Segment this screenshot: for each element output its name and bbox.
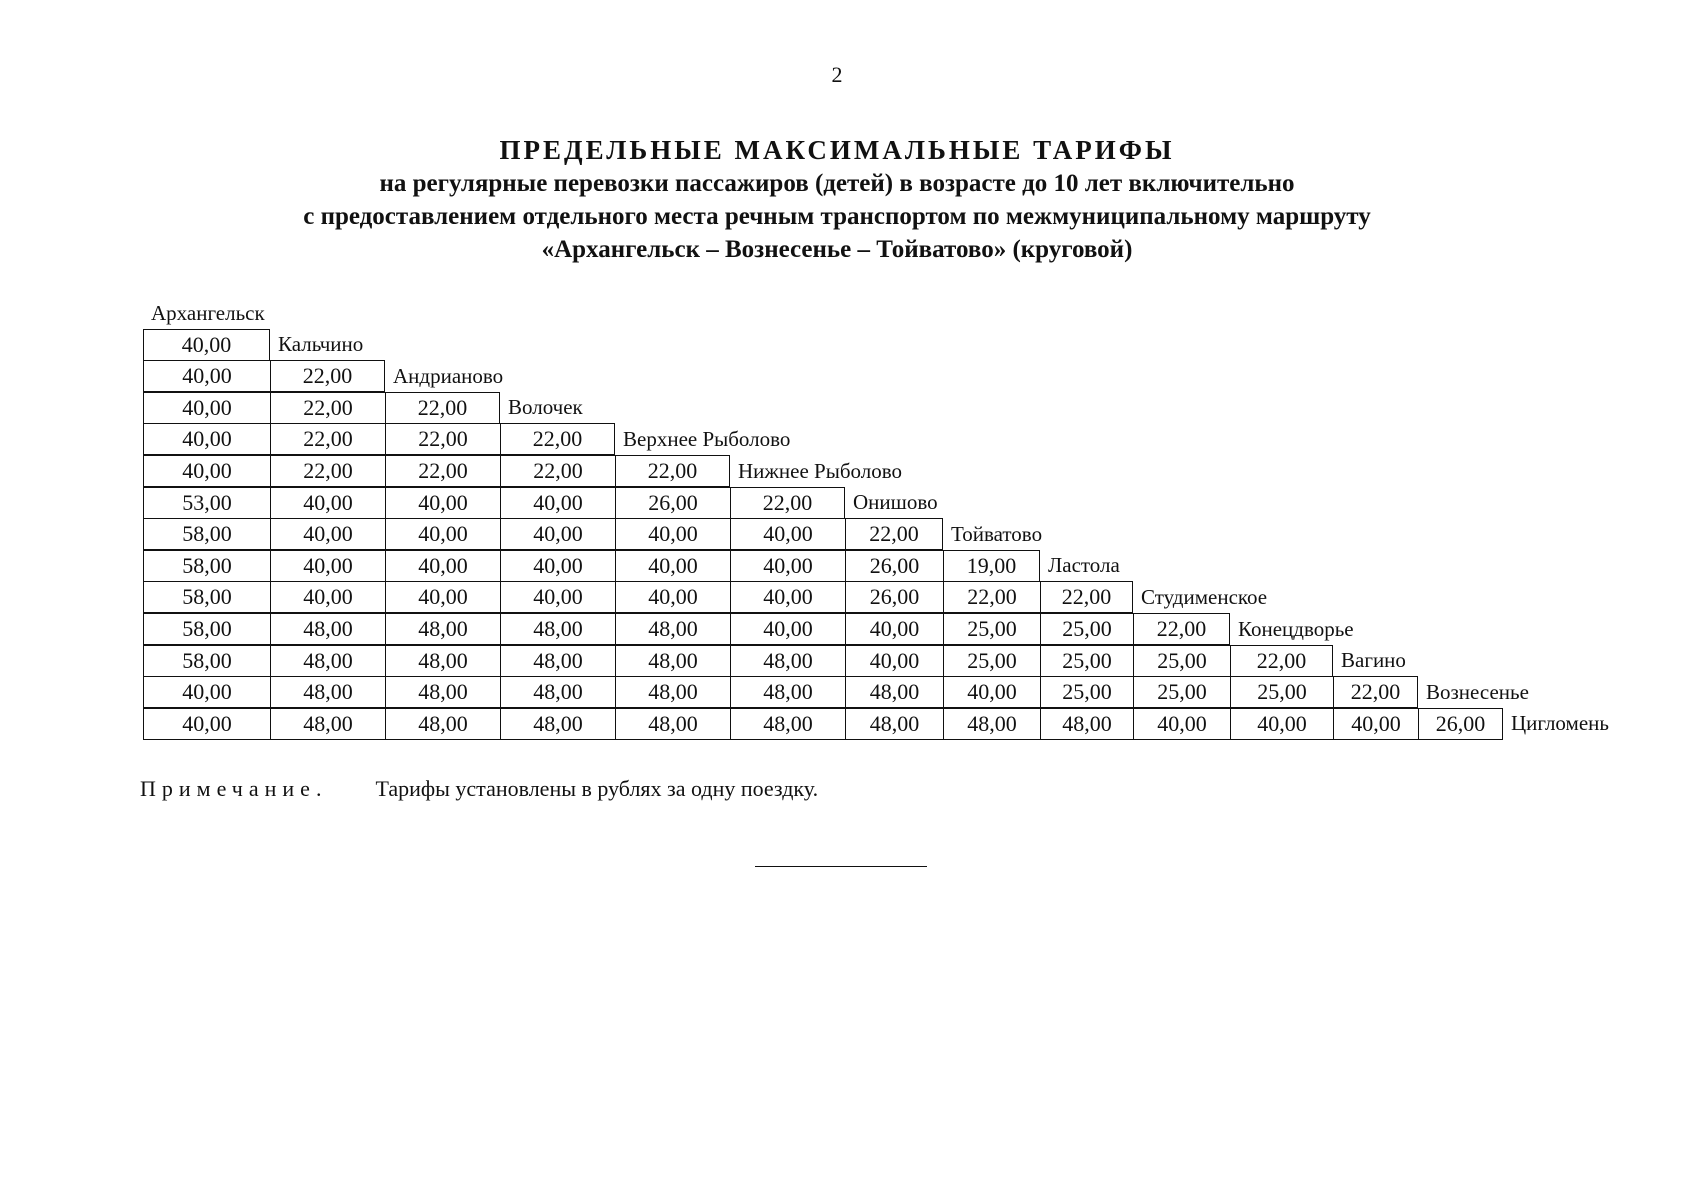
note-label: Примечание. — [140, 776, 328, 801]
fare-cell: 26,00 — [615, 487, 730, 519]
fare-cell: 48,00 — [730, 708, 845, 740]
fare-cell: 25,00 — [943, 645, 1040, 677]
fare-cell: 58,00 — [143, 518, 270, 550]
title-line-2: на регулярные перевозки пассажиров (детей) в возрасте до 10 лет включительно — [379, 170, 1295, 197]
fare-cell: 25,00 — [943, 613, 1040, 645]
fare-cell: 48,00 — [270, 613, 385, 645]
fare-cell: 48,00 — [730, 676, 845, 708]
fare-cell: 25,00 — [1040, 613, 1133, 645]
fare-cell: 26,00 — [845, 581, 943, 613]
fare-cell: 26,00 — [845, 550, 943, 582]
station-label: Онишово — [853, 490, 938, 515]
fare-cell: 48,00 — [1040, 708, 1133, 740]
fare-cell: 40,00 — [730, 518, 845, 550]
fare-cell: 25,00 — [1230, 676, 1333, 708]
fare-cell: 22,00 — [385, 423, 500, 455]
fare-cell: 48,00 — [845, 676, 943, 708]
fare-cell: 25,00 — [1040, 645, 1133, 677]
fare-cell: 40,00 — [143, 708, 270, 740]
fare-cell: 48,00 — [845, 708, 943, 740]
fare-cell: 48,00 — [270, 676, 385, 708]
fare-cell: 58,00 — [143, 645, 270, 677]
page-number: 2 — [831, 62, 843, 87]
title-main: ПРЕДЕЛЬНЫЕ МАКСИМАЛЬНЫЕ ТАРИФЫ — [499, 135, 1175, 165]
fare-cell: 22,00 — [500, 455, 615, 487]
fare-cell: 22,00 — [385, 392, 500, 424]
fare-cell: 40,00 — [143, 392, 270, 424]
fare-cell: 48,00 — [615, 645, 730, 677]
fare-cell: 40,00 — [270, 518, 385, 550]
fare-cell: 48,00 — [500, 613, 615, 645]
fare-cell: 22,00 — [270, 423, 385, 455]
fare-cell: 40,00 — [615, 518, 730, 550]
fare-cell: 40,00 — [730, 550, 845, 582]
note-text: Тарифы установлены в рублях за одну поездку. — [375, 776, 819, 801]
station-label: Конецдворье — [1238, 616, 1354, 641]
fare-cell: 40,00 — [845, 645, 943, 677]
fare-cell: 40,00 — [143, 423, 270, 455]
fare-cell: 19,00 — [943, 550, 1040, 582]
station-label: Студименское — [1141, 584, 1268, 609]
fare-cell: 22,00 — [270, 360, 385, 392]
fare-cell: 40,00 — [270, 581, 385, 613]
fare-cell: 22,00 — [943, 581, 1040, 613]
fare-cell: 48,00 — [385, 645, 500, 677]
fare-cell: 48,00 — [500, 645, 615, 677]
fare-cell: 40,00 — [500, 518, 615, 550]
fare-cell: 48,00 — [500, 708, 615, 740]
station-label: Ластола — [1048, 553, 1120, 578]
fare-cell: 40,00 — [845, 613, 943, 645]
station-label: Волочек — [508, 395, 583, 420]
station-label: Кальчино — [278, 332, 364, 357]
station-label: Андрианово — [393, 363, 504, 388]
fare-cell: 25,00 — [1040, 676, 1133, 708]
station-label: Тойватово — [951, 521, 1043, 546]
fare-cell: 40,00 — [385, 487, 500, 519]
fare-cell: 40,00 — [615, 581, 730, 613]
fare-cell: 22,00 — [385, 455, 500, 487]
fare-cell: 40,00 — [143, 455, 270, 487]
fare-cell: 25,00 — [1133, 645, 1230, 677]
title-line-4: «Архангельск – Вознесенье – Тойватово» (круговой) — [541, 236, 1133, 263]
station-label: Нижнее Рыболово — [738, 458, 902, 483]
fare-cell: 40,00 — [143, 676, 270, 708]
fare-cell: 53,00 — [143, 487, 270, 519]
fare-cell: 40,00 — [270, 550, 385, 582]
fare-cell: 40,00 — [385, 550, 500, 582]
fare-cell: 48,00 — [385, 613, 500, 645]
fare-cell: 22,00 — [845, 518, 943, 550]
fare-cell: 26,00 — [1418, 708, 1503, 740]
fare-cell: 22,00 — [615, 455, 730, 487]
fare-cell: 40,00 — [730, 581, 845, 613]
fare-cell: 48,00 — [385, 676, 500, 708]
fare-cell: 22,00 — [270, 392, 385, 424]
fare-cell: 48,00 — [615, 676, 730, 708]
fare-cell: 48,00 — [615, 613, 730, 645]
station-label: Цигломень — [1511, 711, 1609, 736]
fare-cell: 40,00 — [1333, 708, 1418, 740]
station-label: Вознесенье — [1426, 679, 1529, 704]
fare-cell: 48,00 — [385, 708, 500, 740]
fare-cell: 58,00 — [143, 550, 270, 582]
fare-cell: 40,00 — [730, 613, 845, 645]
station-label: Верхнее Рыболово — [623, 426, 791, 451]
fare-cell: 40,00 — [500, 581, 615, 613]
fare-cell: 22,00 — [500, 423, 615, 455]
fare-cell: 40,00 — [385, 518, 500, 550]
fare-cell: 48,00 — [943, 708, 1040, 740]
fare-cell: 40,00 — [943, 676, 1040, 708]
fare-cell: 40,00 — [143, 329, 270, 361]
end-rule — [755, 866, 927, 867]
fare-cell: 22,00 — [1040, 581, 1133, 613]
fare-cell: 25,00 — [1133, 676, 1230, 708]
fare-cell: 58,00 — [143, 581, 270, 613]
fare-cell: 40,00 — [270, 487, 385, 519]
fare-cell: 48,00 — [270, 645, 385, 677]
fare-cell: 40,00 — [1230, 708, 1333, 740]
fare-cell: 48,00 — [270, 708, 385, 740]
station-label: Вагино — [1341, 648, 1406, 673]
station-label: Архангельск — [151, 300, 265, 325]
fare-cell: 48,00 — [730, 645, 845, 677]
fare-cell: 22,00 — [1133, 613, 1230, 645]
fare-cell: 40,00 — [500, 487, 615, 519]
fare-cell: 40,00 — [385, 581, 500, 613]
fare-cell: 58,00 — [143, 613, 270, 645]
fare-cell: 22,00 — [270, 455, 385, 487]
fare-cell: 48,00 — [615, 708, 730, 740]
fare-cell: 40,00 — [615, 550, 730, 582]
fare-cell: 40,00 — [500, 550, 615, 582]
fare-cell: 22,00 — [730, 487, 845, 519]
fare-cell: 22,00 — [1333, 676, 1418, 708]
fare-cell: 40,00 — [143, 360, 270, 392]
title-line-3: с предоставлением отдельного места речным транспортом по межмуниципальному маршруту — [303, 203, 1371, 230]
fare-cell: 22,00 — [1230, 645, 1333, 677]
fare-cell: 48,00 — [500, 676, 615, 708]
note — [140, 776, 818, 802]
fare-cell: 40,00 — [1133, 708, 1230, 740]
